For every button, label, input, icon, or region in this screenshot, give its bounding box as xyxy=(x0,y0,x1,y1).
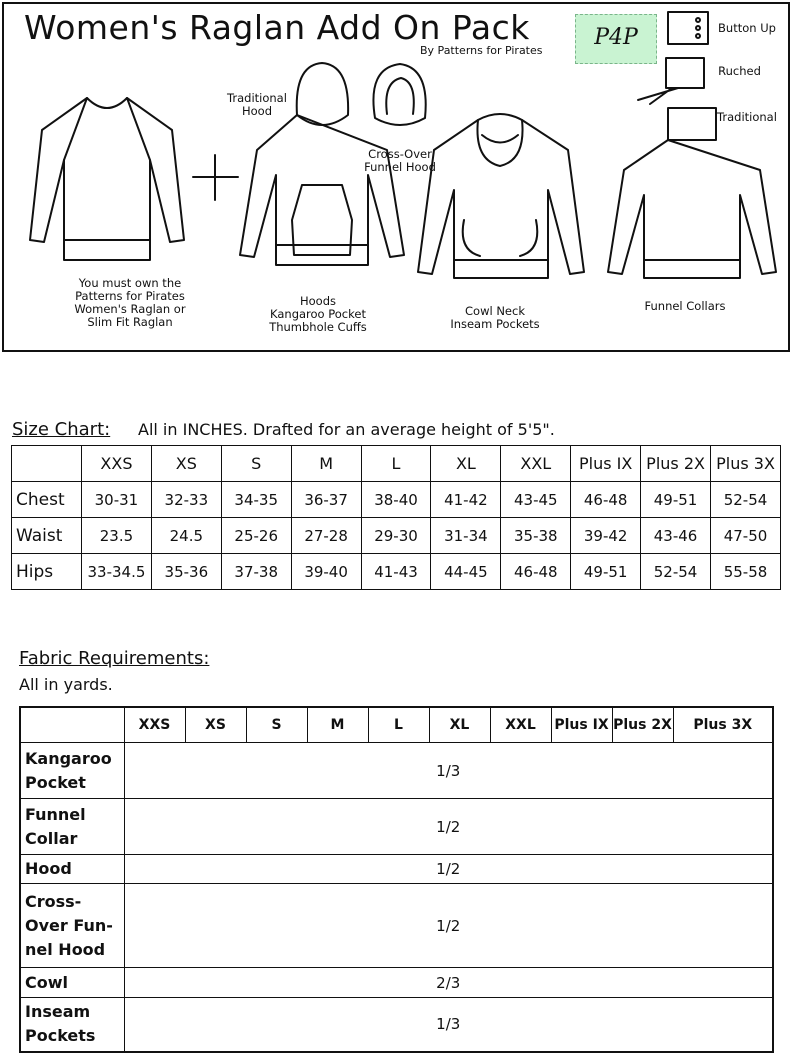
funnel-collar-illustration xyxy=(600,100,785,280)
size-header: S xyxy=(221,446,291,482)
size-header: XS xyxy=(185,707,246,743)
yardage-cell: 1/2 xyxy=(124,799,773,855)
table-cell: 36-37 xyxy=(291,482,361,518)
table-row xyxy=(20,998,773,1052)
yardage-cell: 1/3 xyxy=(124,998,773,1052)
size-header: Plus 3X xyxy=(673,707,773,743)
row-label-line: Hood xyxy=(25,859,72,878)
traditional-hood-label-2: Hood xyxy=(241,104,273,118)
table-cell: 25-26 xyxy=(221,518,291,554)
fabric-header-row xyxy=(20,707,773,743)
cowl-neck-illustration xyxy=(408,100,593,280)
size-header: XS xyxy=(151,446,221,482)
yardage-cell: 1/3 xyxy=(124,743,773,799)
row-label xyxy=(20,743,124,799)
table-cell: 47-50 xyxy=(711,518,781,554)
fabric-note: All in yards. xyxy=(19,675,113,694)
table-cell: 24.5 xyxy=(151,518,221,554)
size-header: Plus 2X xyxy=(612,707,673,743)
yardage-cell: 1/2 xyxy=(124,855,773,884)
size-header: M xyxy=(307,707,368,743)
row-label-line: Cross- xyxy=(25,891,82,911)
table-cell: 23.5 xyxy=(82,518,152,554)
size-header: S xyxy=(246,707,307,743)
size-header: Plus 2X xyxy=(641,446,711,482)
base-label-3: Women's Raglan or xyxy=(74,302,186,316)
row-label: Hips xyxy=(12,554,82,590)
cowl-label-2: Inseam Pockets xyxy=(450,317,540,331)
row-label: Chest xyxy=(12,482,82,518)
row-label: Waist xyxy=(12,518,82,554)
hoods-label-1: Hoods xyxy=(299,294,336,308)
row-label-line: Over Fun- xyxy=(25,915,113,935)
base-label-2: Patterns for Pirates xyxy=(75,289,185,303)
table-row xyxy=(20,968,773,998)
size-header: L xyxy=(368,707,429,743)
size-header: XXL xyxy=(490,707,551,743)
size-header: XXL xyxy=(501,446,571,482)
table-cell: 46-48 xyxy=(501,554,571,590)
crossover-hood-label-1: Cross-Over xyxy=(368,147,432,161)
size-header: XL xyxy=(431,446,501,482)
table-cell: 37-38 xyxy=(221,554,291,590)
row-label-line: Collar xyxy=(25,828,78,848)
table-row xyxy=(20,799,773,855)
table-cell: 35-38 xyxy=(501,518,571,554)
row-label-line: Inseam xyxy=(25,1002,91,1022)
size-chart-table xyxy=(11,445,781,590)
table-cell: 39-42 xyxy=(571,518,641,554)
table-cell: 43-46 xyxy=(641,518,711,554)
table-row xyxy=(20,855,773,884)
row-label-line: nel Hood xyxy=(25,939,106,959)
size-header: XXS xyxy=(124,707,185,743)
table-cell: 32-33 xyxy=(151,482,221,518)
table-row xyxy=(12,518,781,554)
row-label xyxy=(20,968,124,998)
corner-cell xyxy=(20,707,124,743)
base-label-4: Slim Fit Raglan xyxy=(87,315,173,329)
traditional-hood-label-1: Traditional xyxy=(227,91,287,105)
table-cell: 39-40 xyxy=(291,554,361,590)
table-cell: 52-54 xyxy=(641,554,711,590)
funnel-collars-label: Funnel Collars xyxy=(644,299,726,313)
table-cell: 38-40 xyxy=(361,482,431,518)
yardage-cell: 1/2 xyxy=(124,884,773,968)
base-label-1: You must own the xyxy=(78,276,182,290)
table-cell: 34-35 xyxy=(221,482,291,518)
table-cell: 49-51 xyxy=(571,554,641,590)
table-cell: 31-34 xyxy=(431,518,501,554)
table-row xyxy=(20,884,773,968)
table-cell: 41-42 xyxy=(431,482,501,518)
size-chart-note: All in INCHES. Drafted for an average height of 5'5". xyxy=(138,420,555,439)
button-up-label: Button Up xyxy=(718,21,776,35)
table-row xyxy=(20,743,773,799)
ruched-collar-illustration xyxy=(630,52,710,108)
table-cell: 29-30 xyxy=(361,518,431,554)
size-header: L xyxy=(361,446,431,482)
hoods-label-2: Kangaroo Pocket xyxy=(270,307,366,321)
row-label xyxy=(20,799,124,855)
yardage-cell: 2/3 xyxy=(124,968,773,998)
table-cell: 30-31 xyxy=(82,482,152,518)
row-label-line: Pocket xyxy=(25,772,86,792)
size-header: Plus IX xyxy=(571,446,641,482)
row-label xyxy=(20,998,124,1052)
size-header: XXS xyxy=(82,446,152,482)
cowl-label-1: Cowl Neck xyxy=(465,304,525,318)
fabric-heading: Fabric Requirements: xyxy=(19,648,210,669)
table-cell: 44-45 xyxy=(431,554,501,590)
crossover-hood-label-2: Funnel Hood xyxy=(364,160,436,174)
traditional-collar-label: Traditional xyxy=(717,110,777,124)
table-cell: 35-36 xyxy=(151,554,221,590)
table-cell: 55-58 xyxy=(711,554,781,590)
size-chart-heading: Size Chart: xyxy=(12,419,111,440)
row-label-line: Funnel xyxy=(25,804,86,824)
corner-cell xyxy=(12,446,82,482)
size-header: XL xyxy=(429,707,490,743)
table-cell: 33-34.5 xyxy=(82,554,152,590)
byline: By Patterns for Pirates xyxy=(420,44,543,57)
row-label-line: Pockets xyxy=(25,1026,96,1046)
row-label xyxy=(20,855,124,884)
row-label-line: Kangaroo xyxy=(25,748,112,768)
table-row xyxy=(12,554,781,590)
size-header: Plus IX xyxy=(551,707,612,743)
table-cell: 41-43 xyxy=(361,554,431,590)
pattern-title: Women's Raglan Add On Pack xyxy=(24,8,530,47)
hoods-label-3: Thumbhole Cuffs xyxy=(269,320,367,334)
table-cell: 52-54 xyxy=(711,482,781,518)
table-cell: 49-51 xyxy=(641,482,711,518)
size-header: Plus 3X xyxy=(711,446,781,482)
ruched-label: Ruched xyxy=(718,64,761,78)
table-cell: 46-48 xyxy=(571,482,641,518)
row-label xyxy=(20,884,124,968)
base-raglan-illustration xyxy=(22,90,192,270)
row-label-line: Cowl xyxy=(25,972,68,992)
p4p-logo: P4P xyxy=(575,14,657,64)
size-header-row xyxy=(12,446,781,482)
table-cell: 43-45 xyxy=(501,482,571,518)
size-header: M xyxy=(291,446,361,482)
table-cell: 27-28 xyxy=(291,518,361,554)
table-row xyxy=(12,482,781,518)
fabric-requirements-table xyxy=(19,706,774,1053)
button-up-collar-illustration xyxy=(662,6,714,50)
